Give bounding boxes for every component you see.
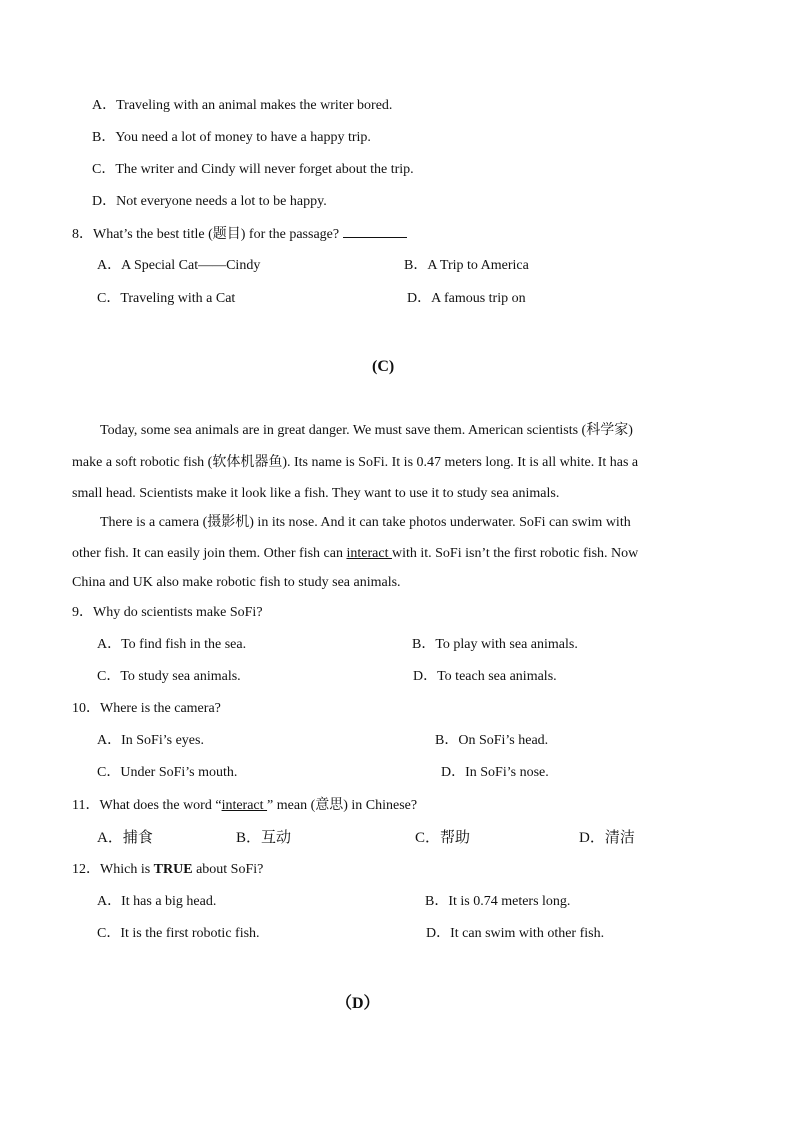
q9-option-c: C．To study sea animals. xyxy=(97,669,241,684)
q7-option-a: A．Traveling with an animal makes the writer bored. xyxy=(92,98,393,113)
q8-option-b: B．A Trip to America xyxy=(404,258,529,273)
q10-option-b: B．On SoFi’s head. xyxy=(435,733,549,748)
q10-option-c: C．Under SoFi’s mouth. xyxy=(97,765,238,780)
q9-option-a: A．To find fish in the sea. xyxy=(97,637,247,652)
q8-option-a: A．A Special Cat——Cindy xyxy=(97,258,261,273)
q8-stem xyxy=(72,225,407,244)
q11-option-c: C．帮助 xyxy=(415,830,471,846)
q12-stem xyxy=(72,861,263,879)
q12-stem-text: 12．Which is xyxy=(72,862,154,877)
q8-option-d: D．A famous trip on xyxy=(407,291,526,306)
q11-option-b: B．互动 xyxy=(236,830,292,846)
underlined-word-interact: interact xyxy=(221,798,268,813)
passage-c-line: Today, some sea animals are in great danger. We must save them. American scientists (科学家) xyxy=(100,423,633,438)
passage-c-line: make a soft robotic fish (软体机器鱼). Its name is SoFi. It is 0.47 meters long. It is all white. It has a xyxy=(72,455,639,470)
passage-c-line: small head. Scientists make it look like a fish. They want to use it to study sea animals. xyxy=(72,486,560,501)
q12-stem-text: about SoFi? xyxy=(192,862,264,877)
q12-emphasis: TRUE xyxy=(153,862,193,877)
q8-option-c: C．Traveling with a Cat xyxy=(97,291,236,306)
q12-option-a: A．It has a big head. xyxy=(97,894,217,909)
q7-option-b: B．You need a lot of money to have a happy trip. xyxy=(92,130,371,145)
q11-option-a: A．捕食 xyxy=(97,830,153,846)
q12-option-d: D．It can swim with other fish. xyxy=(426,926,605,941)
q10-option-a: A．In SoFi’s eyes. xyxy=(97,733,204,748)
q10-option-d: D．In SoFi’s nose. xyxy=(441,765,549,780)
answer-blank[interactable] xyxy=(343,225,407,238)
passage-text: other fish. It can easily join them. Other fish can xyxy=(72,546,347,561)
q7-option-d: D．Not everyone needs a lot to be happy. xyxy=(92,194,327,209)
q11-stem xyxy=(72,797,417,815)
q10-stem: 10．Where is the camera? xyxy=(72,701,221,716)
passage-c-line xyxy=(72,545,638,563)
q12-option-b: B．It is 0.74 meters long. xyxy=(425,894,571,909)
q8-stem-text: 8．What’s the best title (题目) for the passage? xyxy=(72,227,340,242)
passage-c-line: There is a camera (摄影机) in its nose. And it can take photos underwater. SoFi can swim with xyxy=(100,515,631,530)
section-c-heading: (C) xyxy=(372,358,395,375)
passage-text: with it. SoFi isn’t the first robotic fish. Now xyxy=(391,546,639,561)
q7-option-c: C．The writer and Cindy will never forget about the trip. xyxy=(92,162,414,177)
q11-stem-text: 11．What does the word “ xyxy=(72,798,222,813)
q9-option-d: D．To teach sea animals. xyxy=(413,669,557,684)
section-d-heading: （D） xyxy=(336,995,380,1012)
q9-option-b: B．To play with sea animals. xyxy=(412,637,578,652)
passage-c-line: China and UK also make robotic fish to study sea animals. xyxy=(72,575,401,590)
underlined-word-interact: interact xyxy=(346,546,392,561)
q9-stem: 9．Why do scientists make SoFi? xyxy=(72,605,263,620)
q11-option-d: D．清洁 xyxy=(579,830,635,846)
q12-option-c: C．It is the first robotic fish. xyxy=(97,926,260,941)
q11-stem-text: ” mean (意思) in Chinese? xyxy=(267,798,418,813)
